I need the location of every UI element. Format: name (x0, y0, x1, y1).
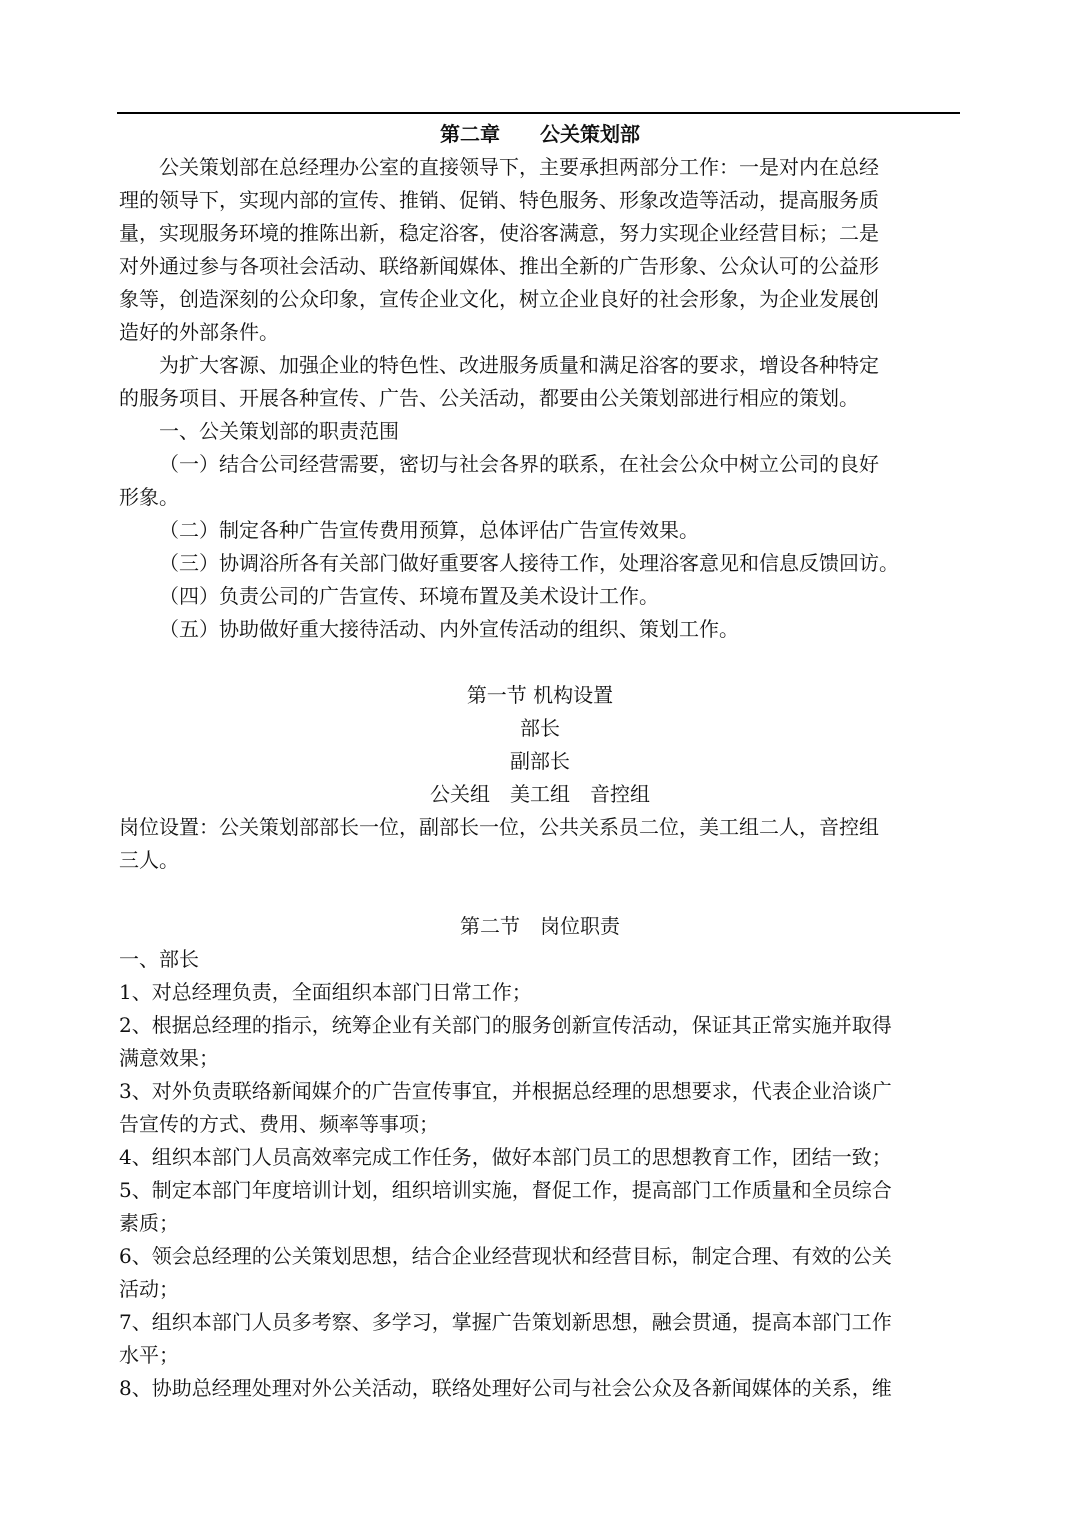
text-line: 素质； (119, 1211, 179, 1235)
text-line: 6、领会总经理的公关策划思想，结合企业经营现状和经营目标，制定合理、有效的公关 (119, 1244, 892, 1268)
text-line: 岗位设置：公关策划部部长一位，副部长一位，公共关系员二位，美工组二人，音控组 (119, 815, 879, 839)
role-heading: 一、部长 (119, 947, 199, 971)
list-item: 4、组织本部门人员高效率完成工作任务，做好本部门员工的思想教育工作，团结一致； (119, 1145, 892, 1169)
spacer (119, 877, 961, 910)
list-item: （二）制定各种广告宣传费用预算，总体评估广告宣传效果。 (159, 518, 699, 542)
text-line: 量，实现服务环境的推陈出新，稳定浴客，使浴客满意，努力实现企业经营目标；二是 (119, 221, 879, 245)
list-item (119, 1075, 961, 1141)
org-chart (119, 712, 961, 811)
text-line: 活动； (119, 1277, 179, 1301)
list-item (119, 448, 961, 514)
list-item (119, 1009, 961, 1075)
spacer (119, 646, 961, 679)
list-item (119, 1240, 961, 1306)
duties-heading: 一、公关策划部的职责范围 (159, 419, 399, 443)
text-line: 对外通过参与各项社会活动、联络新闻媒体、推出全新的广告形象、公众认可的公益形 (119, 254, 879, 278)
text-line: 形象。 (119, 485, 179, 509)
section-1-title: 第一节 机构设置 (466, 683, 614, 707)
text-line: 水平； (119, 1343, 179, 1367)
list-item: （四）负责公司的广告宣传、环境布置及美术设计工作。 (159, 584, 659, 608)
list-item (119, 1174, 961, 1240)
list-item: （五）协助做好重大接待活动、内外宣传活动的组织、策划工作。 (159, 617, 739, 641)
org-level-head: 部长 (520, 716, 560, 740)
text-line: 3、对外负责联络新闻媒介的广告宣传事宜，并根据总经理的思想要求，代表企业洽谈广 (119, 1079, 892, 1103)
duties-list (119, 448, 961, 646)
text-line: 公关策划部在总经理办公室的直接领导下，主要承担两部分工作：一是对内在总经 (159, 155, 879, 179)
text-line: 5、制定本部门年度培训计划，组织培训实施，督促工作，提高部门工作质量和全员综合 (119, 1178, 892, 1202)
chapter-title: 第二章 公关策划部 (440, 122, 640, 146)
intro-paragraph-1 (119, 151, 961, 349)
text-line: 为扩大客源、加强企业的特色性、改进服务质量和满足浴客的要求，增设各种特定 (159, 353, 879, 377)
text-line: 7、组织本部门人员多考察、多学习，掌握广告策划新思想，融会贯通，提高本部门工作 (119, 1310, 892, 1334)
text-line: 象等，创造深刻的公众印象，宣传企业文化，树立企业良好的社会形象，为企业发展创 (119, 287, 879, 311)
document-body (119, 118, 961, 1405)
list-item: 8、协助总经理处理对外公关活动，联络处理好公司与社会公众及各新闻媒体的关系，维 (119, 1376, 892, 1400)
text-line: （一）结合公司经营需要，密切与社会各界的联系，在社会公众中树立公司的良好 (159, 452, 879, 476)
org-level-deputy: 副部长 (510, 749, 570, 773)
position-settings (119, 811, 961, 877)
text-line: 满意效果； (119, 1046, 219, 1070)
intro-paragraph-2 (119, 349, 961, 415)
list-item (119, 1306, 961, 1372)
text-line: 三人。 (119, 848, 179, 872)
text-line: 告宣传的方式、费用、频率等事项； (119, 1112, 439, 1136)
org-level-groups: 公关组 美工组 音控组 (430, 782, 650, 806)
section-2-title: 第二节 岗位职责 (460, 914, 620, 938)
text-line: 的服务项目、开展各种宣传、广告、公关活动，都要由公关策划部进行相应的策划。 (119, 386, 859, 410)
role-duties-list (119, 976, 961, 1405)
text-line: 2、根据总经理的指示，统筹企业有关部门的服务创新宣传活动，保证其正常实施并取得 (119, 1013, 892, 1037)
text-line: 理的领导下，实现内部的宣传、推销、促销、特色服务、形象改造等活动，提高服务质 (119, 188, 879, 212)
text-line: 造好的外部条件。 (119, 320, 279, 344)
list-item: 1、对总经理负责，全面组织本部门日常工作； (119, 980, 532, 1004)
header-rule (117, 112, 960, 114)
list-item: （三）协调浴所各有关部门做好重要客人接待工作，处理浴客意见和信息反馈回访。 (159, 551, 899, 575)
